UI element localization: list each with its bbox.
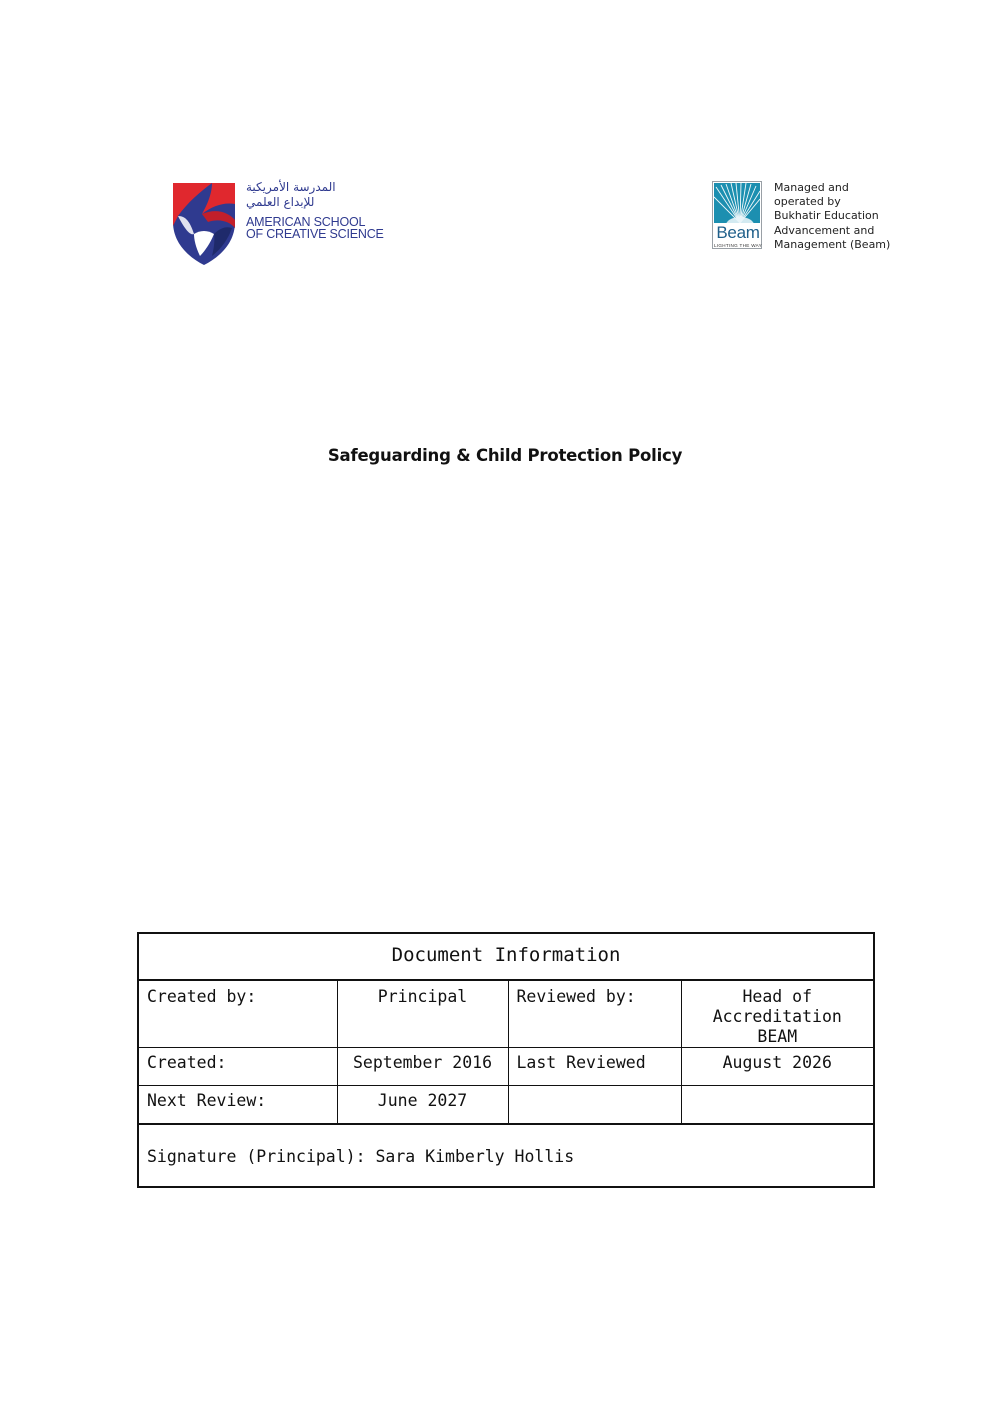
school-shield-icon: [172, 182, 236, 266]
beam-mark: [712, 181, 762, 249]
empty-cell: [681, 1086, 874, 1125]
school-name-english: [246, 216, 384, 240]
last-reviewed-value: August 2026: [681, 1048, 874, 1086]
beam-tagline: LIGHTING THE WAY: [713, 243, 763, 248]
table-heading: Document Information: [138, 933, 874, 980]
beam-caption-line: Bukhatir Education: [774, 209, 879, 223]
beam-caption-line: operated by: [774, 195, 841, 209]
beam-caption-line: Advancement and: [774, 223, 875, 237]
reviewed-by-label: Reviewed by:: [508, 980, 681, 1048]
school-logo: [172, 182, 382, 268]
table-row: [138, 1086, 874, 1125]
created-by-label: Created by:: [138, 980, 337, 1048]
reviewed-by-value: Head of Accreditation BEAM: [681, 980, 874, 1048]
signature-text: Signature (Principal): Sara Kimberly Hollis: [138, 1124, 874, 1187]
created-label: Created:: [138, 1048, 337, 1086]
last-reviewed-label: Last Reviewed: [508, 1048, 681, 1086]
school-name-english-line2: OF CREATIVE SCIENCE: [246, 227, 384, 241]
beam-caption-line: Management (Beam): [774, 237, 891, 251]
signature-row: [138, 1124, 874, 1187]
document-info-table: [137, 932, 875, 1188]
school-name-arabic-line1: المدرسة الأمريكية: [246, 180, 336, 194]
next-review-value: June 2027: [337, 1086, 508, 1125]
table-row: [138, 980, 874, 1048]
table-header-row: [138, 933, 874, 980]
beam-caption-line: Managed and: [774, 181, 849, 194]
beam-caption: [774, 181, 890, 252]
beam-rays-icon: [714, 183, 760, 223]
document-title: Safeguarding & Child Protection Policy: [327, 446, 683, 465]
table-row: [138, 1048, 874, 1086]
beam-logo: [712, 181, 891, 253]
empty-cell: [508, 1086, 681, 1125]
school-name-english-line1: AMERICAN SCHOOL: [246, 215, 366, 229]
next-review-label: Next Review:: [138, 1086, 337, 1125]
created-value: September 2016: [337, 1048, 508, 1086]
beam-wordmark: Beam: [716, 223, 760, 242]
school-name-arabic: [246, 180, 376, 210]
school-name-arabic-line2: للإبداع العلمي: [246, 195, 315, 209]
created-by-value: Principal: [337, 980, 508, 1048]
